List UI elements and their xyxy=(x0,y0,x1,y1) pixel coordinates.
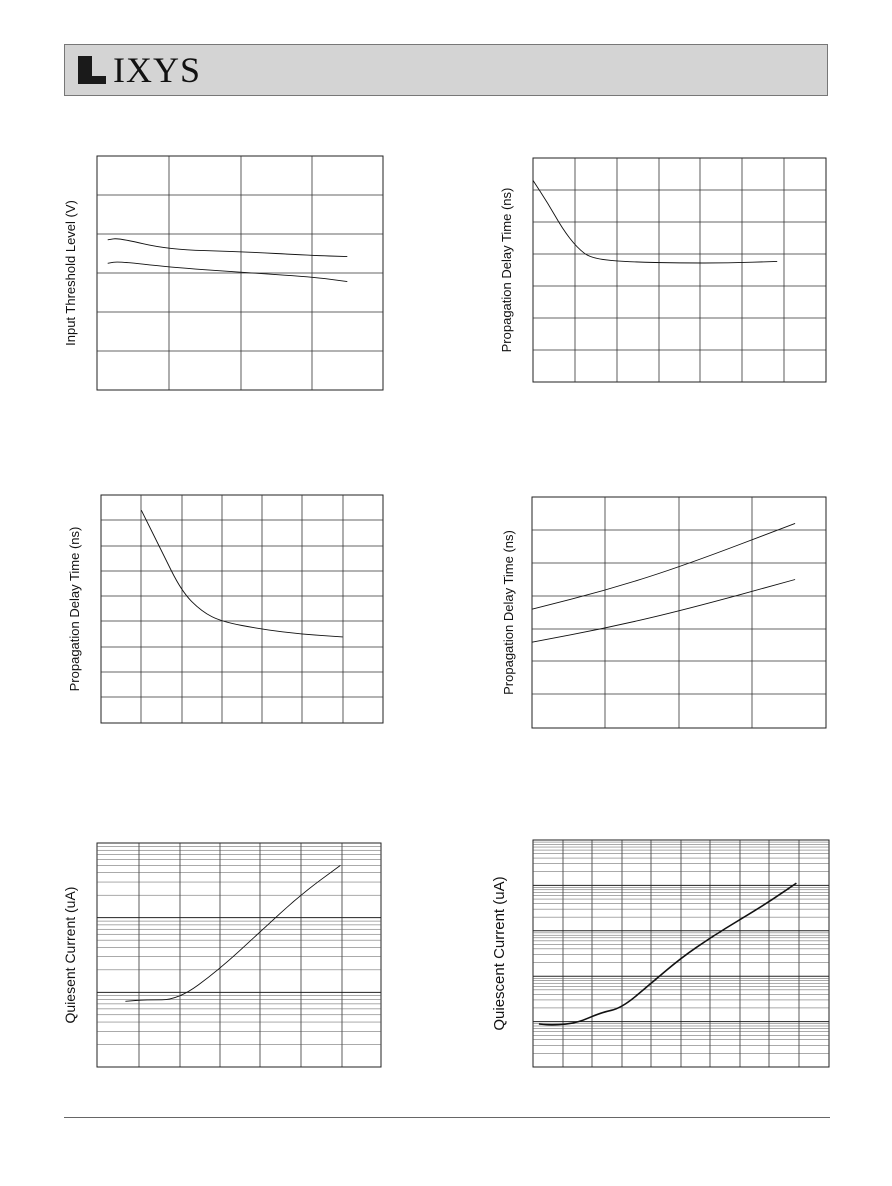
y-axis-label: Quiesent Current (uA) xyxy=(62,886,78,1024)
plot-frame xyxy=(97,843,381,1067)
brand-name: IXYS xyxy=(113,50,202,90)
y-axis-label: Propagation Delay Time (ns) xyxy=(67,526,82,692)
y-axis-label: Propagation Delay Time (ns) xyxy=(499,187,514,353)
y-axis-label: Input Threshold Level (V) xyxy=(63,200,78,346)
series-line-1 xyxy=(108,239,348,257)
y-axis-label: Propagation Delay Time (ns) xyxy=(501,530,516,695)
plot-frame xyxy=(101,495,383,723)
series-line-1 xyxy=(539,883,797,1025)
series-line-2 xyxy=(532,580,795,643)
series-line-2 xyxy=(108,262,348,282)
series-line-1 xyxy=(141,510,342,637)
footer-divider xyxy=(64,1117,830,1118)
plot-frame xyxy=(533,158,826,382)
y-axis-label: Quiescent Current (uA) xyxy=(491,876,508,1031)
series-line-1 xyxy=(125,865,340,1001)
